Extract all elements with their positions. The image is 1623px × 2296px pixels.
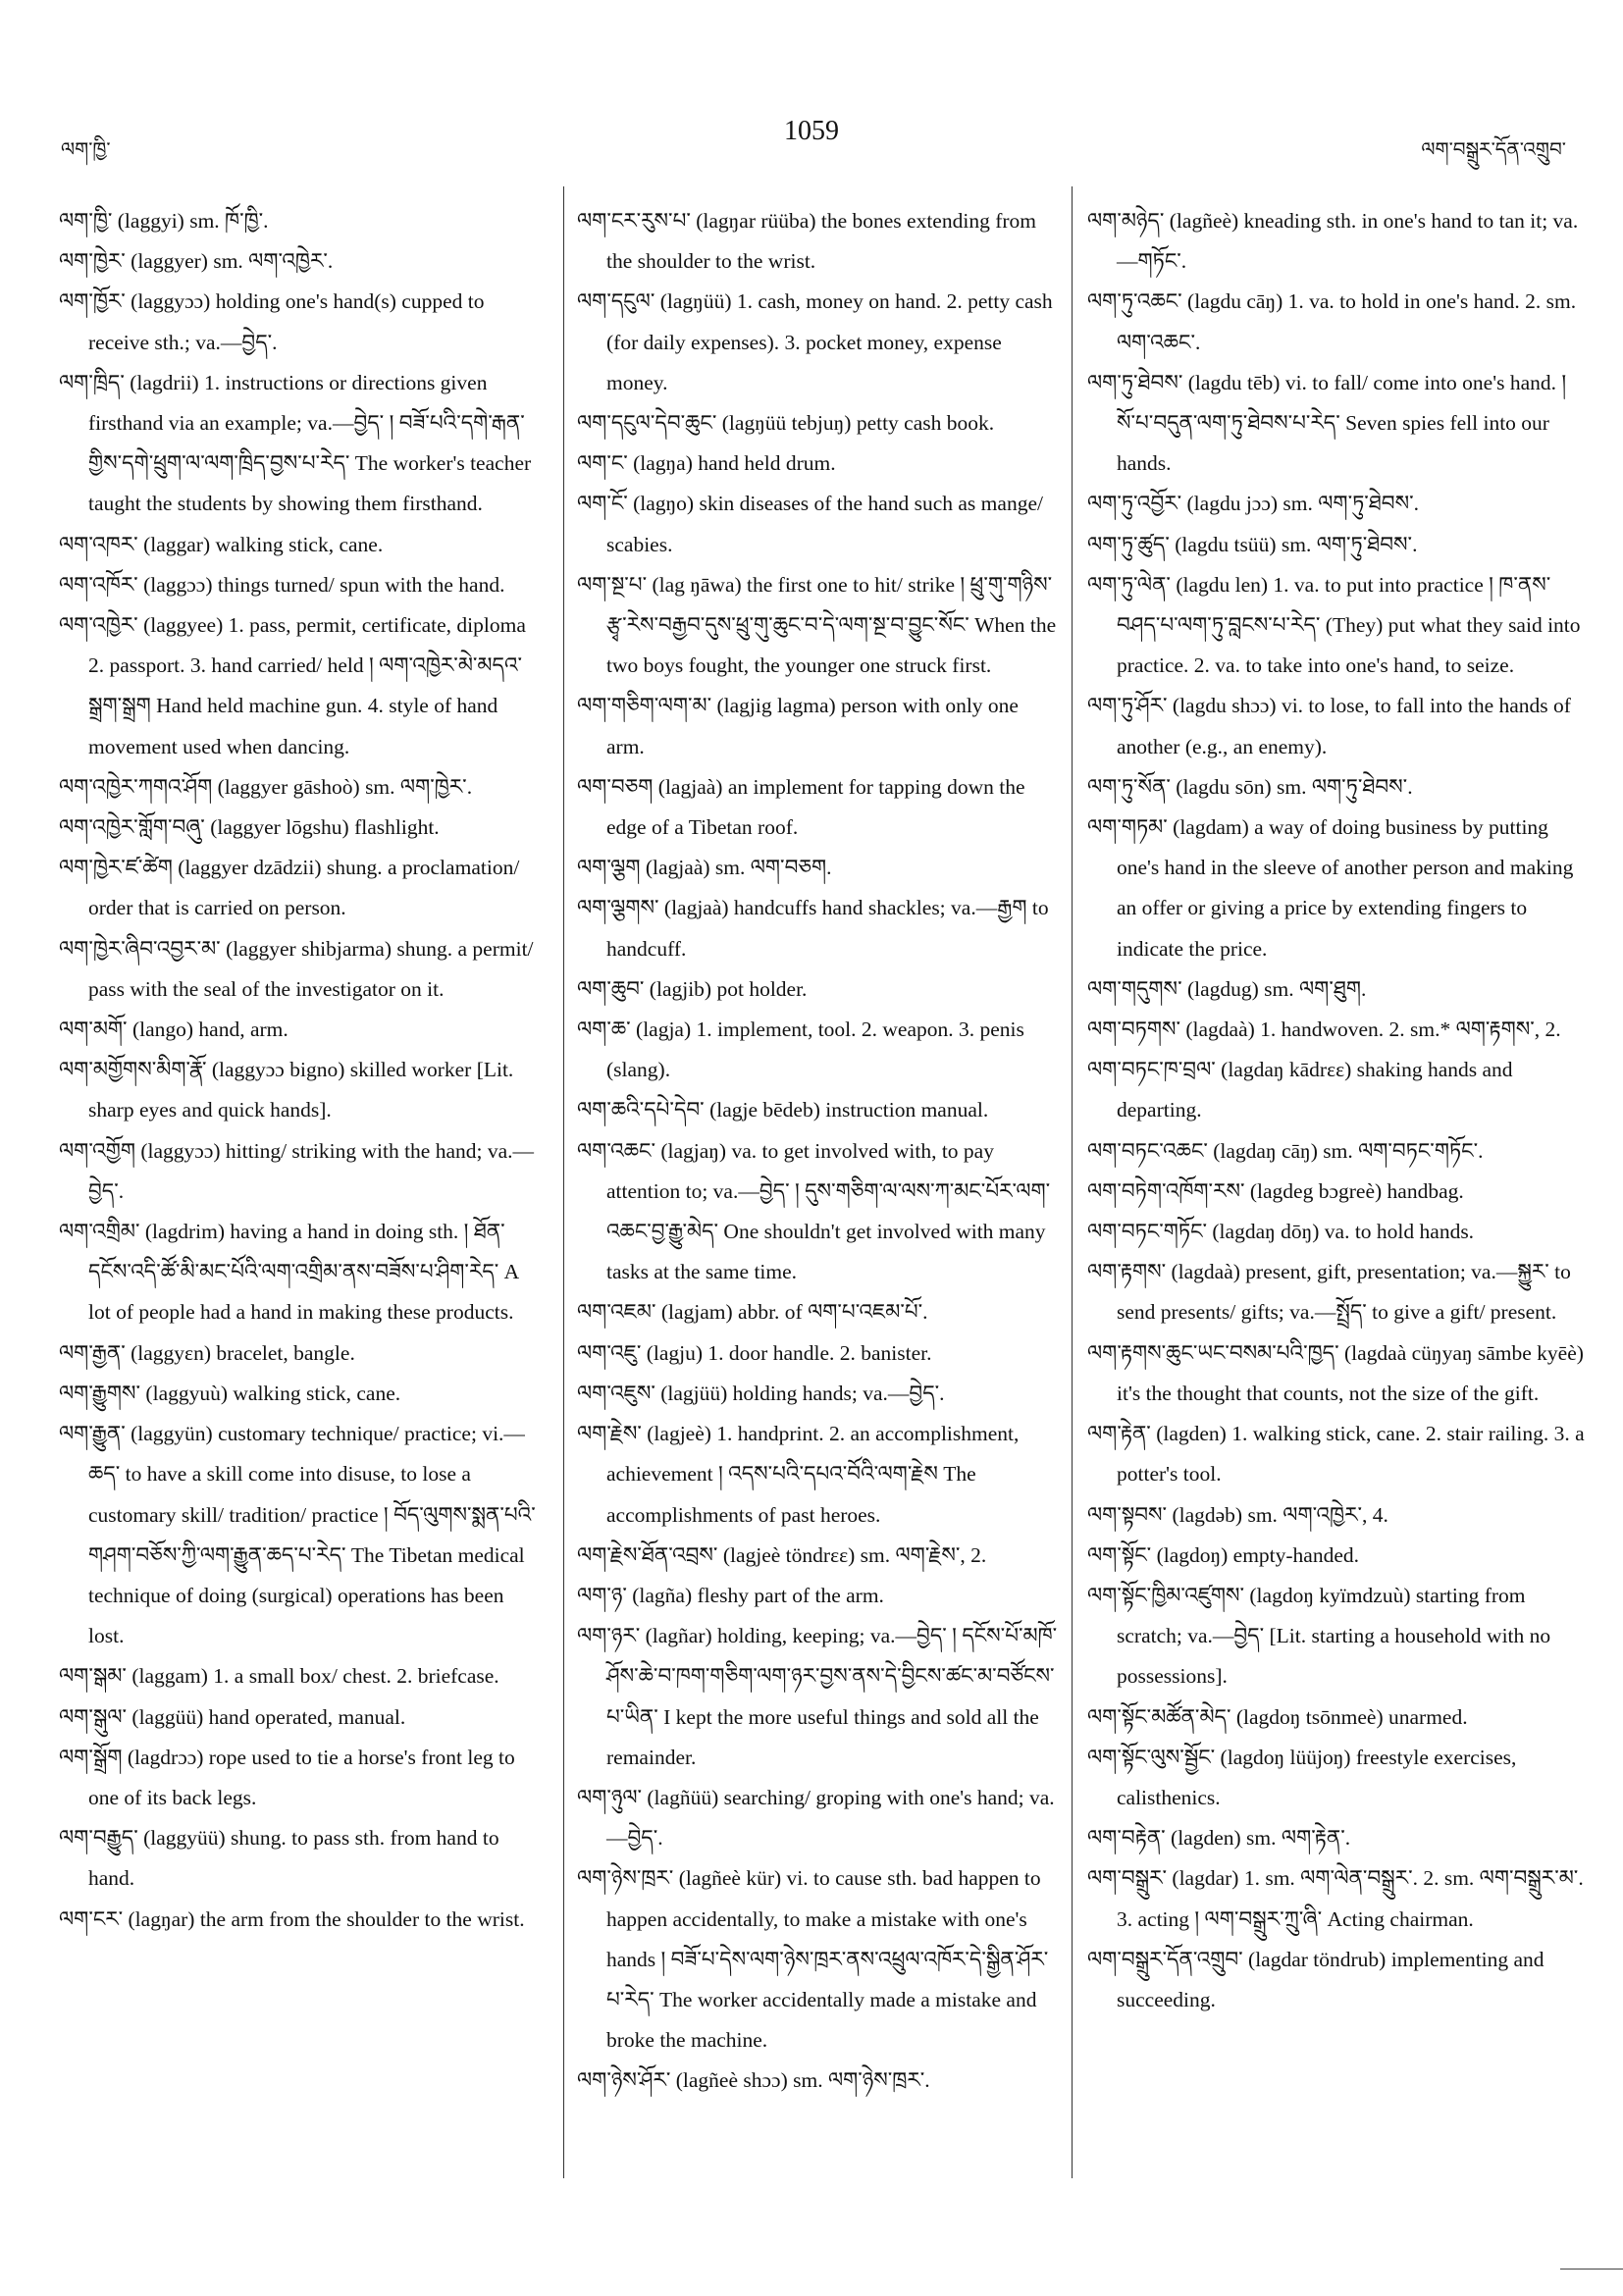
scan-edge-line — [1560, 2269, 1623, 2270]
dictionary-entry: ལག་ཁྱེར་ཞིབ་འབྱར་མ་ (laggyer shibjarma) shung. a permit/ pass with the seal of the investigator on it. — [59, 936, 534, 1001]
dictionary-entry: ལག་འཇམ་ (lagjam) abbr. of ལག་པ་འཇམ་པོ་. — [577, 1300, 928, 1325]
dictionary-entry: ལག་སྟོང་ (lagdoŋ) empty-handed. — [1087, 1542, 1360, 1567]
dictionary-entry: ལག་སྟོང་ཁྱིམ་འཛུགས་ (lagdoŋ kyïmdzuù) starting from scratch; va.—བྱེད་ [Lit. starting a household with no possessions]. — [1087, 1583, 1551, 1689]
dictionary-entry: ལག་ལྕགས་ (lagjaà) handcuffs hand shackles; va.—རྒྱག to handcuff. — [577, 896, 1049, 961]
dictionary-entry: ལག་ཏུ་ཐེབས་ (lagdu tēb) vi. to fall/ come into one's hand. ། སོ་པ་བདུན་ལག་ཏུ་ཐེབས་པ་རེད་ Seven spies fell into our hands. — [1087, 370, 1567, 476]
dictionary-entry: ལག་ཁྱོར་ (laggyɔɔ) holding one's hand(s) cupped to receive sth.; va.—བྱེད་. — [59, 289, 485, 354]
dictionary-entry: ལག་སྟོང་མཚོན་མེད་ (lagdoŋ tsōnmeè) unarmed. — [1087, 1704, 1468, 1729]
dictionary-entry: ལག་གདུགས་ (lagdug) sm. ལག་ཐུག. — [1087, 976, 1367, 1001]
dictionary-entry: ལག་སྒམ་ (laggam) 1. a small box/ chest. 2. briefcase. — [59, 1664, 499, 1689]
dictionary-entry: ལག་སྒྲོག (lagdrɔɔ) rope used to tie a horse's front leg to one of its back legs. — [59, 1745, 515, 1809]
dictionary-entry: ལག་ཉེས་ཤོར་ (lagñeè shɔɔ) sm. ལག་ཉེས་ཁྲར་. — [577, 2068, 930, 2093]
dictionary-entry: ལག་རྟགས་ (lagdaà) present, gift, presentation; va.—སྐྱུར་ to send presents/ gifts; va.—སྤྲོད་ to give a gift/ present. — [1087, 1260, 1571, 1325]
dictionary-entry: ལག་གཅིག་ལག་མ་ (lagjig lagma) person with only one arm. — [577, 694, 1019, 758]
dictionary-entry: ལག་མགྱོགས་མིག་རྣོ་ (laggyɔɔ bigno) skilled worker [Lit. sharp eyes and quick hands]. — [59, 1058, 514, 1122]
dictionary-entry: ལག་རྟགས་ཆུང་ཡང་བསམ་པའི་ཁྱད་ (lagdaà cüŋyaŋ sāmbe kyēè) it's the thought that counts, not the size of the gift. — [1087, 1340, 1584, 1405]
dictionary-entry: ལག་རྒྱན་ (laggyɛn) bracelet, bangle. — [59, 1340, 355, 1365]
dictionary-entry: ལག་ཉེས་ཁྲར་ (lagñeè kür) vi. to cause sth. bad happen to happen accidentally, to make a mistake with one's hands ། བཟོ་པ་དེས་ལག་ཉེས་ཁྲར་ནས་འཕྲུལ་འཁོར་དེ་སྒྱིན་ཤོར་པ་རེད་ The worker accidentally made a mistake and broke the machine. — [577, 1866, 1049, 2053]
dictionary-entry: ལག་མཉེད་ (lagñeè) kneading sth. in one's hand to tan it; va.—གཏོང་. — [1087, 209, 1579, 274]
dictionary-entry: ལག་ཆ་ (lagja) 1. implement, tool. 2. weapon. 3. penis (slang). — [577, 1018, 1024, 1082]
dictionary-entry: ལག་བཏགས་ (lagdaà) 1. handwoven. 2. sm.* ལག་རྟགས་, 2. — [1087, 1018, 1561, 1042]
dictionary-entry: ལག་ངར་རུས་པ་ (lagŋar rüüba) the bones extending from the shoulder to the wrist. — [577, 209, 1036, 274]
dictionary-entry: ལག་བཏང་འཆང་ (lagdaŋ cāŋ) sm. ལག་བཏང་གཏོང་. — [1087, 1138, 1484, 1163]
dictionary-entry: ལག་འཇུས་ (lagjüü) holding hands; va.—བྱེད་. — [577, 1381, 945, 1405]
dictionary-entry: ལག་འཁྱེར་ཀགའ་ཤོག (laggyer gāshoò) sm. ལག་ཁྱེར་. — [59, 774, 473, 799]
dictionary-entry: ལག་འགྲིམ་ (lagdrim) having a hand in doing sth. ། ཐོན་དངོས་འདི་ཚོ་མི་མང་པོའི་ལག་འགྲིམ་ནས་བཟོས་པ་ཤིག་རེད་ A lot of people had a hand in making these products. — [59, 1220, 519, 1325]
dictionary-entry: ལག་བསྒྲུར་ (lagdar) 1. sm. ལག་ལེན་བསྒྲུར་. 2. sm. ལག་བསྒྲུར་མ་. 3. acting ། ལག་བསྒྲུར་ཀྲུ་ཞི་ Acting chairman. — [1087, 1866, 1584, 1931]
dictionary-entry: ལག་ཏུ་ལེན་ (lagdu len) 1. va. to put into practice ། ཁ་ནས་བཤད་པ་ལག་ཏུ་བླངས་པ་རེད་ (They) put what they said into practice. 2. va. to take into one's hand, to seize. — [1087, 572, 1581, 678]
dictionary-entry: ལག་ཉུལ་ (lagñüü) searching/ groping with one's hand; va.—བྱེད་. — [577, 1785, 1055, 1851]
dictionary-entry: ལག་ཁྱེར་ (laggyer) sm. ལག་འཁྱེར་. — [59, 249, 334, 274]
dictionary-entry: ལག་འཁར་ (laggar) walking stick, cane. — [59, 532, 384, 556]
dictionary-entry: ལག་སྟབས་ (lagdəb) sm. ལག་འཁྱེར་, 4. — [1087, 1502, 1388, 1527]
header-left-guide-word: ལག་ཁྱི་ — [61, 137, 111, 161]
dictionary-entry: ལག་སྟོང་ལུས་སྦྱོང་ (lagdoŋ lüüjoŋ) freestyle exercises, calisthenics. — [1087, 1745, 1517, 1809]
column-divider — [563, 186, 564, 2178]
column-2 — [577, 201, 1058, 2102]
dictionary-entry: ལག་འཁོར་ (laggɔɔ) things turned/ spun with the hand. — [59, 572, 505, 597]
dictionary-entry: ལག་ཆུབ་ (lagjib) pot holder. — [577, 976, 808, 1001]
dictionary-entry: ལག་དངུལ་དེབ་ཆུང་ (lagŋüü tebjuŋ) petty cash book. — [577, 411, 995, 436]
dictionary-entry: ལག་བཏང་གཏོང་ (lagdaŋ dōŋ) va. to hold hands. — [1087, 1220, 1475, 1244]
dictionary-entry: ལག་འཇུ་ (lagju) 1. door handle. 2. banister. — [577, 1340, 932, 1365]
dictionary-entry: ལག་སྔ་པ་ (lag ŋāwa) the first one to hit/ strike ། ཕྲུ་གུ་གཉིས་རྩྭ་རེས་བརྒྱབ་དུས་ཕྲུ་གུ་ཆུང་བ་དེ་ལག་སྔ་བ་བྱུང་སོང་ When the two boys fought, the younger one struck first. — [577, 572, 1057, 678]
dictionary-entry: ལག་བཏང་ཁ་བྲལ་ (lagdaŋ kādrɛɛ) shaking hands and departing. — [1087, 1058, 1513, 1122]
dictionary-entry: ལག་མགོ་ (lango) hand, arm. — [59, 1018, 288, 1042]
dictionary-entry: ལག་འཆང་ (lagjaŋ) va. to get involved with, to pay attention to; va.—བྱེད་ ། དུས་གཅིག་ལ་ལས་ཀ་མང་པོར་ལག་འཆང་བྱ་རྒྱུ་མེད་ One shouldn't get involved with many tasks at the same time. — [577, 1138, 1051, 1284]
dictionary-entry: ལག་ཉ་ (lagña) fleshy part of the arm. — [577, 1583, 884, 1607]
dictionary-entry: ལག་ཏུ་འཆང་ (lagdu cāŋ) 1. va. to hold in one's hand. 2. sm. ལག་འཆང་. — [1087, 289, 1577, 354]
dictionary-entry: ལག་ཉར་ (lagñar) holding, keeping; va.—བྱེད་ ། དངོས་པོ་མཁོ་ཤོས་ཆེ་བ་ཁག་གཅིག་ལག་ཉར་བྱས་ནས་དེ་བྱིངས་ཚང་མ་བཙོངས་པ་ཡིན་ I kept the more useful things and sold all the remainder. — [577, 1624, 1058, 1769]
dictionary-entry: ལག་ཏུ་ཤོར་ (lagdu shɔɔ) vi. to lose, to fall into the hands of another (e.g., an enemy). — [1087, 694, 1571, 758]
column-divider — [1072, 186, 1073, 2178]
dictionary-entry: ལག་ཁྲིད་ (lagdrii) 1. instructions or directions given firsthand via an example; va.—བྱེད་ ། བཟོ་པའི་དགེ་རྒན་གྱིས་དགེ་ཕྲུག་ལ་ལག་ཁྲིད་བྱས་པ་རེད་ The worker's teacher taught the students by showing them firsthand. — [59, 370, 532, 516]
dictionary-entry: ལག་ཁྱེར་ཛ་ཚེག (laggyer dzādzii) shung. a proclamation/ order that is carried on person. — [59, 856, 520, 920]
page-header — [0, 110, 1623, 159]
dictionary-entry: ལག་འཁྱེར་ (laggyee) 1. pass, permit, certificate, diploma 2. passport. 3. hand carried/ held ། ལག་འཁྱེར་མེ་མདའ་སྒྲག་སྒྲག Hand held machine gun. 4. style of hand movement used when dancing. — [59, 613, 526, 758]
dictionary-entry: ལག་ང་ (lagŋa) hand held drum. — [577, 451, 836, 476]
dictionary-entry: ལག་ཏུ་འབྱོར་ (lagdu jɔɔ) sm. ལག་ཏུ་ཐེབས་. — [1087, 492, 1419, 516]
dictionary-entry: ལག་བཏེག་འཁོག་རས་ (lagdeg bɔgreè) handbag. — [1087, 1178, 1464, 1203]
dictionary-entry: ལག་རྒྱུན་ (laggyün) customary technique/ practice; vi.—ཆད་ to have a skill come into disuse, to lose a customary skill/ tradition/ practice ། བོད་ལུགས་སྨན་པའི་གཤག་བཅོས་ཀྱི་ལག་རྒྱུན་ཆད་པ་རེད་ The Tibetan medical technique of doing (surgical) operations has been lost. — [59, 1422, 536, 1648]
header-right-guide-word: ལག་བསྒྲུར་དོན་འགྲུབ་ — [1421, 137, 1566, 161]
dictionary-entry: ལག་དངུལ་ (lagŋüü) 1. cash, money on hand. 2. petty cash (for daily expenses). 3. pocket money, expense money. — [577, 289, 1053, 394]
column-3 — [1087, 201, 1590, 2020]
dictionary-entry: ལག་ཆའི་དཔེ་དེབ་ (lagje bēdeb) instruction manual. — [577, 1098, 989, 1122]
dictionary-entry: ལག་རྗེས་ (lagjeè) 1. handprint. 2. an accomplishment, achievement ། འདས་པའི་དཔའ་བོའི་ལག་རྗེས The accomplishments of past heroes. — [577, 1422, 1020, 1527]
dictionary-entry: ལག་འགྱོག (laggyɔɔ) hitting/ striking with the hand; va.—བྱེད་. — [59, 1138, 535, 1203]
dictionary-entry: ལག་རྗེས་ཐོན་འབྲས་ (lagjeè töndrɛɛ) sm. ལག་རྗེས་, 2. — [577, 1542, 987, 1567]
page-number: 1059 — [784, 116, 839, 146]
dictionary-entry: ལག་ཏུ་སོན་ (lagdu sōn) sm. ལག་ཏུ་ཐེབས་. — [1087, 774, 1413, 799]
dictionary-entry: ལག་ཏུ་ཚུད་ (lagdu tsüü) sm. ལག་ཏུ་ཐེབས་. — [1087, 532, 1418, 556]
dictionary-entry: ལག་བཅག (lagjaà) an implement for tapping down the edge of a Tibetan roof. — [577, 774, 1025, 840]
dictionary-entry: ལག་རྟེན་ (lagden) 1. walking stick, cane. 2. stair railing. 3. a potter's tool. — [1087, 1422, 1585, 1487]
dictionary-entry: ལག་སྒུལ་ (laggüü) hand operated, manual. — [59, 1704, 406, 1729]
dictionary-entry: ལག་འཁྱེར་གློག་བཞུ་ (laggyer lōgshu) flashlight. — [59, 815, 440, 840]
dictionary-entry: ལག་ངར་ (lagŋar) the arm from the shoulder to the wrist. — [59, 1906, 525, 1931]
dictionary-entry: ལག་རྒྱུགས་ (laggyuù) walking stick, cane. — [59, 1381, 401, 1405]
dictionary-entry: ལག་བསྒྲུར་དོན་འགྲུབ་ (lagdar töndrub) implementing and succeeding. — [1087, 1947, 1544, 2011]
column-1 — [59, 201, 545, 1940]
dictionary-entry: ལག་གཏམ་ (lagdam) a way of doing business by putting one's hand in the sleeve of another person and making an offer or giving a price by extending fingers to indicate the price. — [1087, 815, 1574, 961]
dictionary-entry: ལག་ཁྱི་ (laggyi) sm. ཁོ་ཁྱི་. — [59, 209, 269, 233]
dictionary-entry: ལག་བརྒྱུད་ (laggyüü) shung. to pass sth. from hand to hand. — [59, 1826, 499, 1891]
dictionary-entry: ལག་ལྕག (lagjaà) sm. ལག་བཅག. — [577, 856, 832, 880]
dictionary-entry: ལག་བརྟེན་ (lagden) sm. ལག་རྟེན་. — [1087, 1826, 1351, 1851]
dictionary-entry: ལག་ངོ་ (lagŋo) skin diseases of the hand such as mange/ scabies. — [577, 492, 1043, 556]
